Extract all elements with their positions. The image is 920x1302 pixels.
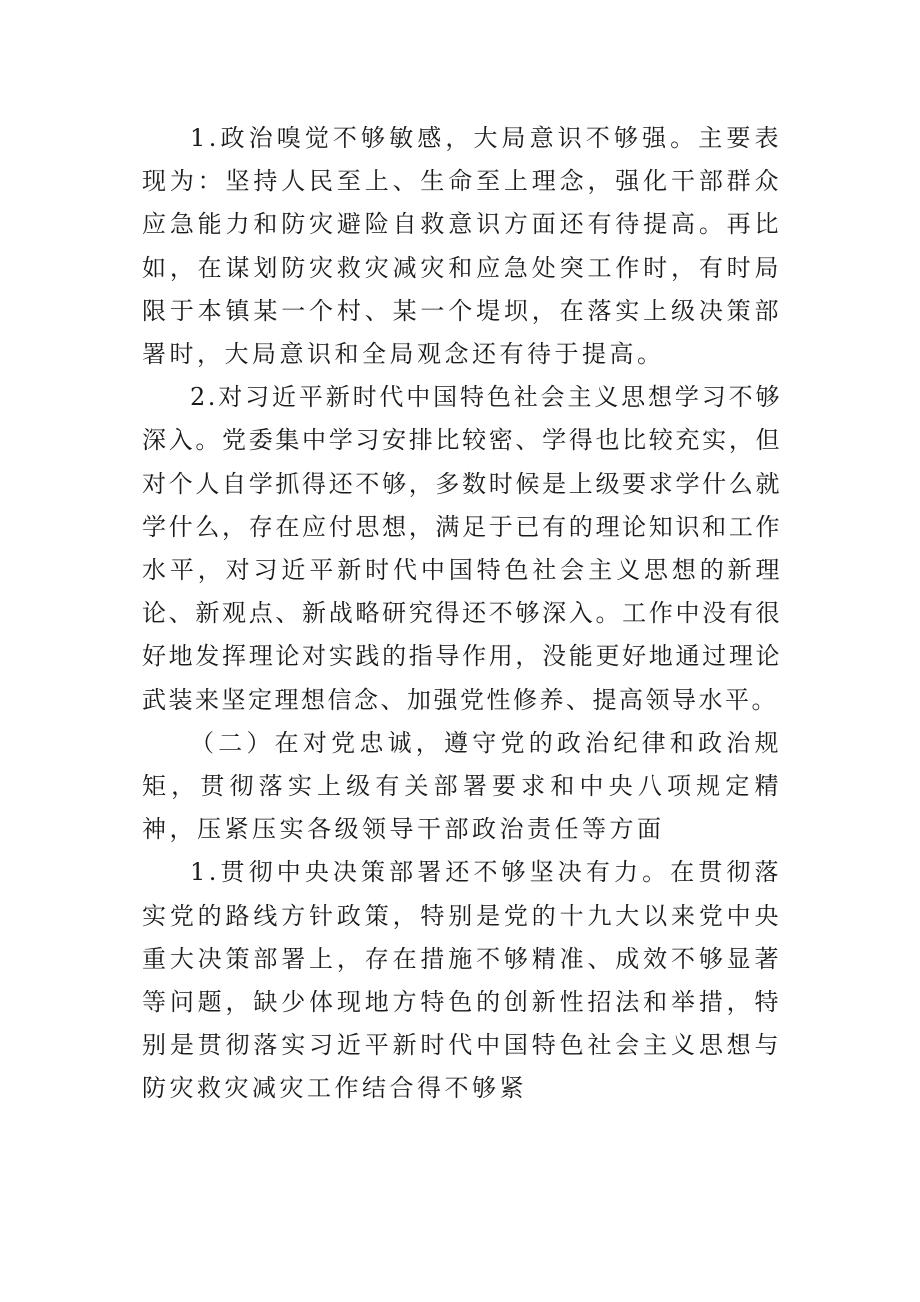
section-heading-loyalty: （二）在对党忠诚，遵守党的政治纪律和政治规矩，贯彻落实上级有关部署要求和中央八项规定精神，压紧压实各级领导干部政治责任等方面 xyxy=(142,728,782,844)
paragraph-theory-study: 2.对习近平新时代中国特色社会主义思想学习不够深入。党委集中学习安排比较密、学得也比较充实，但对个人自学抓得还不够，多数时候是上级要求学什么就学什么，存在应付思想，满足于已有的理论知识和工作水平，对习近平新时代中国特色社会主义思想的新理论、新观点、新战略研究得还不够深入。工作中没有很好地发挥理论对实践的指导作用，没能更好地通过理论武装来坚定理想信念、加强党性修养、提高领导水平。 xyxy=(142,383,782,714)
paragraph-central-decisions: 1.贯彻中央决策部署还不够坚决有力。在贯彻落实党的路线方针政策，特别是党的十九大以来党中央重大决策部署上，存在措施不够精准、成效不够显著等问题，缺少体现地方特色的创新性招法和举措，特别是贯彻落实习近平新时代中国特色社会主义思想与防灾救灾减灾工作结合得不够紧 xyxy=(142,858,782,1103)
document-body xyxy=(142,117,782,1111)
paragraph-political-awareness: 1.政治嗅觉不够敏感，大局意识不够强。主要表现为：坚持人民至上、生命至上理念，强化干部群众应急能力和防灾避险自救意识方面还有待提高。再比如，在谋划防灾救灾减灾和应急处突工作时，有时局限于本镇某一个村、某一个堤坝，在落实上级决策部署时，大局意识和全局观念还有待于提高。 xyxy=(142,124,782,369)
